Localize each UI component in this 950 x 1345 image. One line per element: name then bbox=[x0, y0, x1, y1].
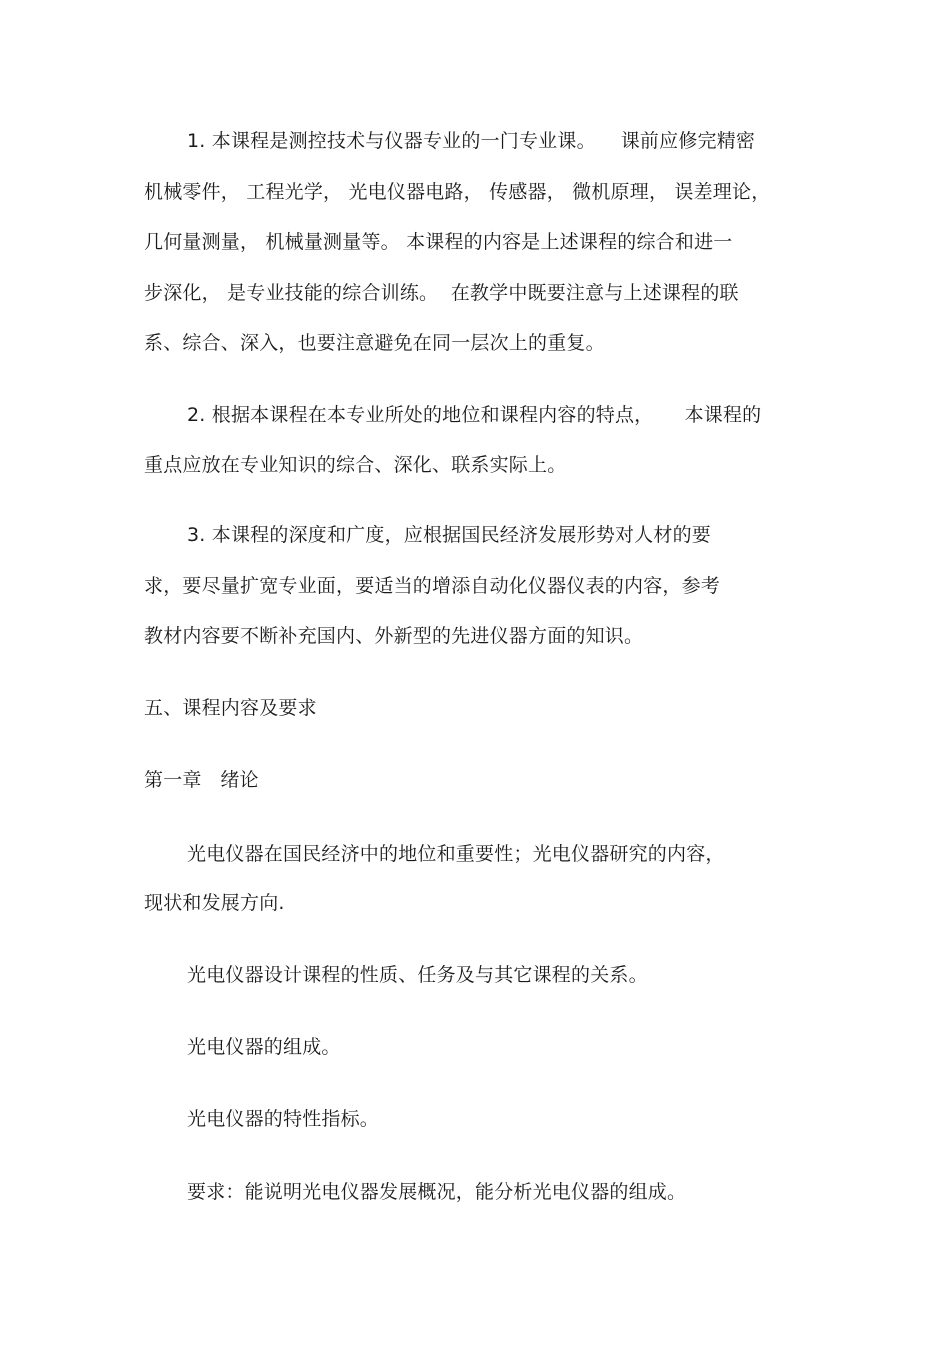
paragraph-1-line-1: 1. 本课程是测控技术与仪器专业的一门专业课。 课前应修完精密 bbox=[187, 130, 756, 152]
paragraph-3-line-1: 3. 本课程的深度和广度，应根据国民经济发展形势对人材的要 bbox=[187, 524, 711, 546]
paragraph-1-line-5: 系、综合、深入，也要注意避免在同一层次上的重复。 bbox=[144, 332, 605, 354]
section-heading: 五、课程内容及要求 bbox=[144, 697, 317, 719]
paragraph-1-line-3: 几何量测量， 机械量测量等。 本课程的内容是上述课程的综合和进一 bbox=[144, 231, 733, 253]
paragraph-1-line-4: 步深化， 是专业技能的综合训练。 在教学中既要注意与上述课程的联 bbox=[144, 282, 739, 304]
chapter-requirement: 要求：能说明光电仪器发展概况，能分析光电仪器的组成。 bbox=[187, 1181, 687, 1203]
paragraph-2-line-1: 2. 根据本课程在本专业所处的地位和课程内容的特点， 本课程的 bbox=[187, 404, 762, 426]
paragraph-2-line-2: 重点应放在专业知识的综合、深化、联系实际上。 bbox=[144, 454, 567, 476]
content-item-composition: 光电仪器的组成。 bbox=[187, 1036, 341, 1058]
paragraph-1-line-2: 机械零件， 工程光学， 光电仪器电路， 传感器， 微机原理， 误差理论， bbox=[144, 181, 771, 203]
content-item-course-nature: 光电仪器设计课程的性质、任务及与其它课程的关系。 bbox=[187, 964, 648, 986]
chapter-heading: 第一章 绪论 bbox=[144, 769, 259, 791]
paragraph-3-line-2: 求，要尽量扩宽专业面，要适当的增添自动化仪器仪表的内容，参考 bbox=[144, 575, 721, 597]
paragraph-3-line-3: 教材内容要不断补充国内、外新型的先进仪器方面的知识。 bbox=[144, 625, 644, 647]
paragraph-4-line-2: 现状和发展方向. bbox=[144, 892, 285, 914]
content-item-characteristics: 光电仪器的特性指标。 bbox=[187, 1108, 380, 1130]
paragraph-4-line-1: 光电仪器在国民经济中的地位和重要性；光电仪器研究的内容， bbox=[187, 843, 725, 865]
